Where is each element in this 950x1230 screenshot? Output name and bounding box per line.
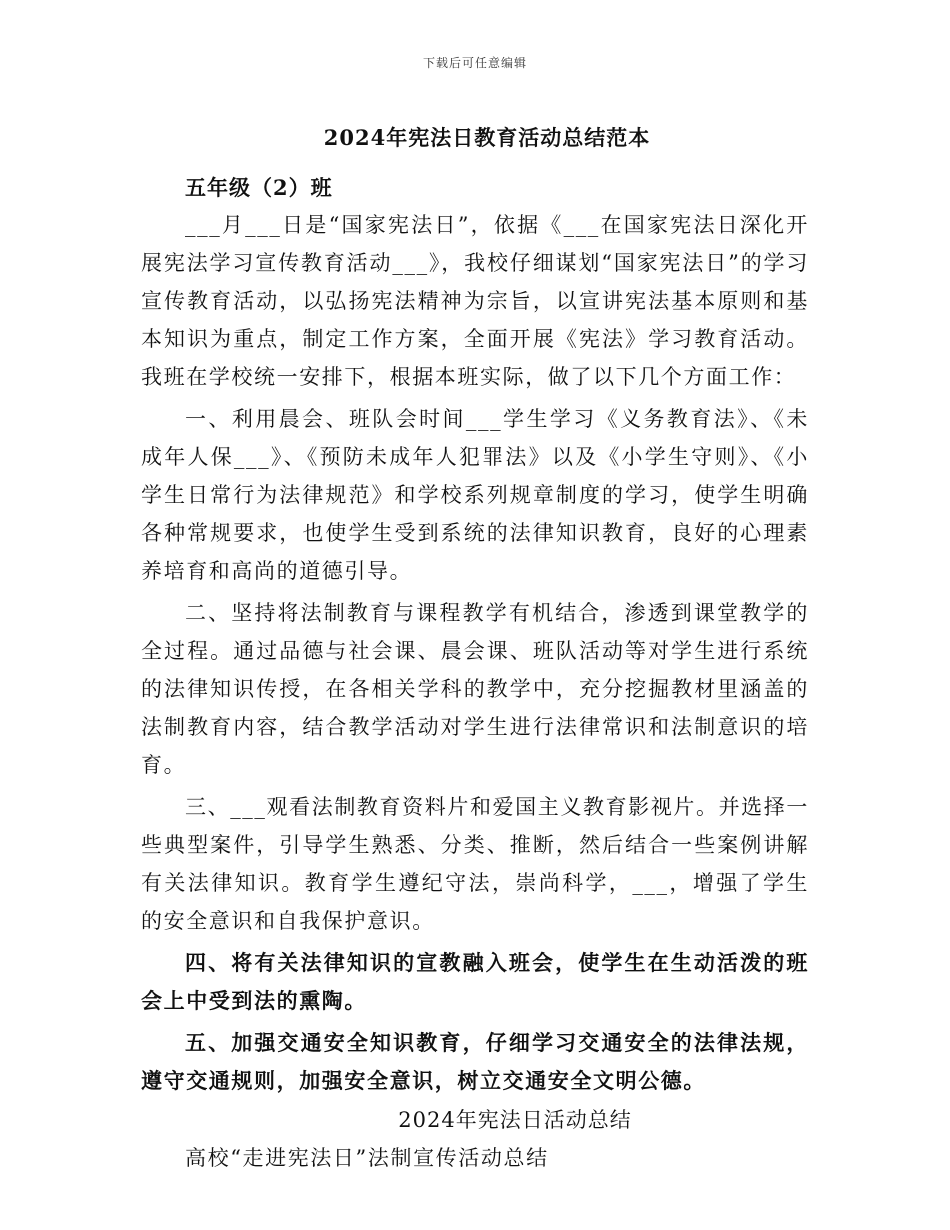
paragraph-item-5: 五、加强交通安全知识教育，仔细学习交通安全的法律法规，遵守交通规则，加强安全意识，树立交通安全文明公德。 xyxy=(141,1030,809,1093)
last-line: 高校“走进宪法日”法制宣传活动总结 xyxy=(185,1146,549,1170)
paragraph-item-2: 二、坚持将法制教育与课程教学有机结合，渗透到课堂教学的全过程。通过品德与社会课、晨会课、班队活动等对学生进行系统的法律知识传授，在各相关学科的教学中，充分挖掘教材里涵盖的法制教育内容，结合教学活动对学生进行法律常识和法制意识的培育。 xyxy=(141,601,809,777)
class-line: 五年级（2）班 xyxy=(185,175,333,200)
section-subtitle: 2024年宪法日活动总结 xyxy=(398,1108,632,1132)
document-body xyxy=(141,122,809,1172)
header-note: 下载后可任意编辑 xyxy=(422,56,527,70)
document-title: 2024年宪法日教育活动总结范本 xyxy=(323,125,651,150)
paragraph-item-4: 四、将有关法律知识的宣教融入班会，使学生在生动活泼的班会上中受到法的熏陶。 xyxy=(141,950,809,1013)
paragraph-item-3: 三、___观看法制教育资料片和爱国主义教育影视片。并选择一些典型案件，引导学生熟悉、分类、推断，然后结合一些案例讲解有关法律知识。教育学生遵纪守法，崇尚科学，___，增强了学生的安全意识和自我保护意识。 xyxy=(141,795,809,933)
paragraph-item-1: 一、利用晨会、班队会时间___学生学习《义务教育法》、《未成年人保___》、《预防未成年人犯罪法》以及《小学生守则》、《小学生日常行为法律规范》和学校系列规章制度的学习，使学生明确各种常规要求，也使学生受到系统的法律知识教育，良好的心理素养培育和高尚的道德引导。 xyxy=(141,407,809,583)
paragraph-intro: ___月___日是“国家宪法日”，依据《___在国家宪法日深化开展宪法学习宣传教育活动___》，我校仔细谋划“国家宪法日”的学习宣传教育活动，以弘扬宪法精神为宗旨，以宣讲宪法基本原则和基本知识为重点，制定工作方案，全面开展《宪法》学习教育活动。我班在学校统一安排下，根据本班实际，做了以下几个方面工作： xyxy=(141,213,809,389)
